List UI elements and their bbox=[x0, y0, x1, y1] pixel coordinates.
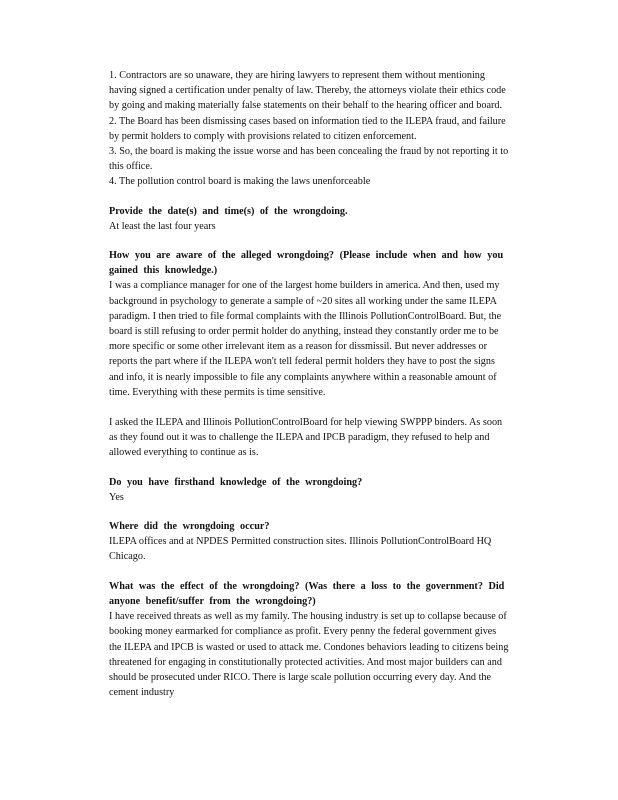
answer-text bbox=[109, 219, 509, 234]
answer-text bbox=[109, 609, 509, 700]
answer-paragraph: I have received threats as well as my family. The housing industry is set up to collapse because of booking money earmarked for compliance as profit. Every penny the federal government gives the ILEPA and IPCB is wasted or used to attack me. Condones behaviors leading to citizens being threatened for engaging in constitutionally protected activities. And most major builders can and should be prosecuted under RICO. There is large scale pollution occurring every day. And the cement industry bbox=[109, 611, 509, 699]
intro-item-2: 2. The Board has been dismissing cases based on information tied to the ILEPA fraud, and failure by permit holders to comply with provisions related to citizen enforcement. bbox=[109, 115, 506, 142]
answer-paragraph: I was a compliance manager for one of the largest home builders in america. And then, used my background in psychology to generate a sample of ~20 sites all working under the same ILEPA paradigm. I then tried to file formal complaints with the Illinois PollutionControlBoard. But, the board is still refusing to order permit holder do anything, instead they constantly order me to be more specific or some other irrelevant item as a reason for dissmissil. But never addresses or reports the part where if the ILEPA won't tell federal permit holders they have to post the signs and info, it is nearly impossible to file any complaints anywhere within a reasonable amount of time. Everything with these permits is time sensitive. bbox=[109, 280, 502, 398]
section-date-time bbox=[109, 204, 509, 234]
document-body bbox=[109, 68, 509, 700]
intro-item-3: 3. So, the board is making the issue worse and has been concealing the fraud by not reporting it to this office. bbox=[109, 146, 509, 173]
intro-item-4: 4. The pollution control board is making the laws unenforceable bbox=[109, 176, 371, 188]
intro-list bbox=[109, 68, 509, 190]
intro-item-1: 1. Contractors are so unaware, they are hiring lawyers to represent them without mentioning having signed a certification under penalty of law. Thereby, the attorneys violate their ethics code by going and making materially false statements on their behalf to the hearing officer and board. bbox=[109, 70, 506, 112]
section-firsthand-knowledge bbox=[109, 475, 509, 505]
question-heading: Do you have firsthand knowledge of the wrongdoing? bbox=[109, 476, 363, 488]
section-where bbox=[109, 519, 509, 565]
question-heading: What was the effect of the wrongdoing? (Was there a loss to the government? Did anyone benefit/suffer from the wrongdoing?) bbox=[109, 580, 505, 607]
section-effect bbox=[109, 579, 509, 701]
answer-paragraph: At least the last four years bbox=[109, 220, 216, 232]
answer-paragraph: ILEPA offices and at NPDES Permitted construction sites. Illinois PollutionControlBoard HQ Chicago. bbox=[109, 536, 492, 563]
question-heading: Provide the date(s) and time(s) of the wrongdoing. bbox=[109, 205, 348, 217]
answer-text bbox=[109, 534, 509, 564]
answer-paragraph: Yes bbox=[109, 491, 124, 503]
answer-paragraph: I asked the ILEPA and Illinois PollutionControlBoard for help viewing SWPPP binders. As soon as they found out it was to challenge the ILEPA and IPCB paradigm, they refused to help and allowed everything to continue as is. bbox=[109, 417, 503, 459]
answer-text bbox=[109, 490, 509, 505]
section-how-aware bbox=[109, 248, 509, 461]
answer-text bbox=[109, 278, 509, 460]
question-heading: Where did the wrongdoing occur? bbox=[109, 521, 270, 533]
question-heading: How you are aware of the alleged wrongdoing? (Please include when and how you gained this knowledge.) bbox=[109, 250, 504, 277]
